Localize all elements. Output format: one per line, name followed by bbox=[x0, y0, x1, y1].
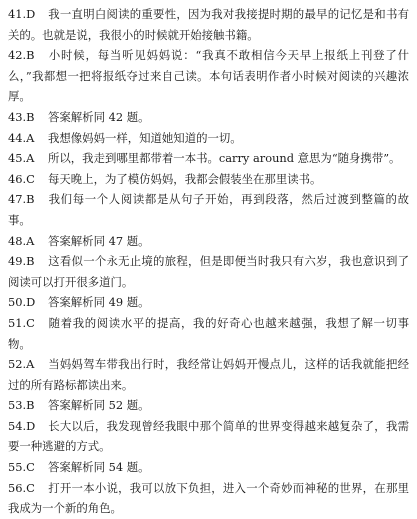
answer-text: 我想像妈妈一样，知道她知道的一切。 bbox=[48, 130, 242, 145]
answer-item bbox=[8, 189, 409, 230]
answer-text: 答案解析同 49 题。 bbox=[48, 295, 150, 310]
answer-item bbox=[8, 169, 409, 190]
answer-number: 45.A bbox=[8, 151, 35, 166]
answer-text: 打开一本小说，我可以放下负担，进入一个奇妙而神秘的世界，在那里我成为一个新的角色。 bbox=[8, 480, 409, 516]
answer-item bbox=[8, 148, 409, 169]
answer-item bbox=[8, 478, 409, 519]
answer-number: 41.D bbox=[8, 7, 36, 21]
answer-item bbox=[8, 457, 409, 478]
answer-number: 46.C bbox=[8, 171, 35, 186]
answer-text: 随着我的阅读水平的提高，我的好奇心也越来越强，我想了解一切事物。 bbox=[8, 315, 409, 351]
answer-item bbox=[8, 107, 409, 128]
answer-item bbox=[8, 45, 409, 107]
answer-text: 所以，我走到哪里都带着一本书。carry around 意思为“随身携带”。 bbox=[48, 151, 401, 166]
answer-number: 47.B bbox=[8, 192, 35, 207]
answer-text: 这看似一个永无止境的旅程，但是即便当时我只有六岁，我也意识到了阅读可以打开很多道门。 bbox=[8, 254, 409, 289]
answer-item bbox=[8, 231, 409, 252]
answer-number: 56.C bbox=[8, 480, 35, 495]
answer-number: 44.A bbox=[8, 130, 35, 145]
answer-number: 49.B bbox=[8, 254, 35, 269]
answer-text: 答案解析同 54 题。 bbox=[48, 460, 150, 475]
answer-text: 我们每一个人阅读都是从句子开始，再到段落，然后过渡到整篇的故事。 bbox=[8, 192, 409, 227]
answer-number: 42.B bbox=[8, 48, 35, 63]
answer-item bbox=[8, 313, 409, 354]
answer-text: 答案解析同 47 题。 bbox=[48, 233, 150, 248]
answer-number: 54.D bbox=[8, 418, 36, 433]
answer-text: 答案解析同 42 题。 bbox=[48, 109, 150, 124]
answer-number: 43.B bbox=[8, 109, 35, 124]
answer-number: 52.A bbox=[8, 357, 35, 372]
answer-number: 53.B bbox=[8, 398, 35, 413]
answer-text: 当妈妈驾车带我出行时，我经常让妈妈开慢点儿，这样的话我就能把经过的所有路标都读出来。 bbox=[8, 357, 409, 392]
answer-text: 长大以后，我发现曾经我眼中那个简单的世界变得越来越复杂了，我需要一种逃避的方式。 bbox=[8, 418, 409, 454]
answer-text: 小时候，每当听见妈妈说：“我真不敢相信今天早上报纸上刊登了什么，”我都想一把将报纸夺过来自己读。本句话表明作者小时候对阅读的兴趣浓厚。 bbox=[8, 48, 409, 104]
answer-text: 每天晚上，为了模仿妈妈，我都会假装坐在那里读书。 bbox=[48, 171, 322, 186]
answer-item bbox=[8, 128, 409, 149]
answer-number: 55.C bbox=[8, 460, 35, 475]
answer-number: 48.A bbox=[8, 233, 35, 248]
answer-text: 答案解析同 52 题。 bbox=[48, 398, 150, 413]
answer-item bbox=[8, 292, 409, 313]
answer-item bbox=[8, 251, 409, 292]
answer-item bbox=[8, 4, 409, 45]
answer-text: 我一直明白阅读的重要性，因为我对我接提时期的最早的记忆是和书有关的。也就是说，我很小的时候就开始接触书籍。 bbox=[8, 7, 409, 42]
answer-number: 51.C bbox=[8, 315, 35, 330]
answer-item bbox=[8, 416, 409, 457]
answer-number: 50.D bbox=[8, 295, 36, 310]
answer-item bbox=[8, 354, 409, 395]
answer-item bbox=[8, 395, 409, 416]
